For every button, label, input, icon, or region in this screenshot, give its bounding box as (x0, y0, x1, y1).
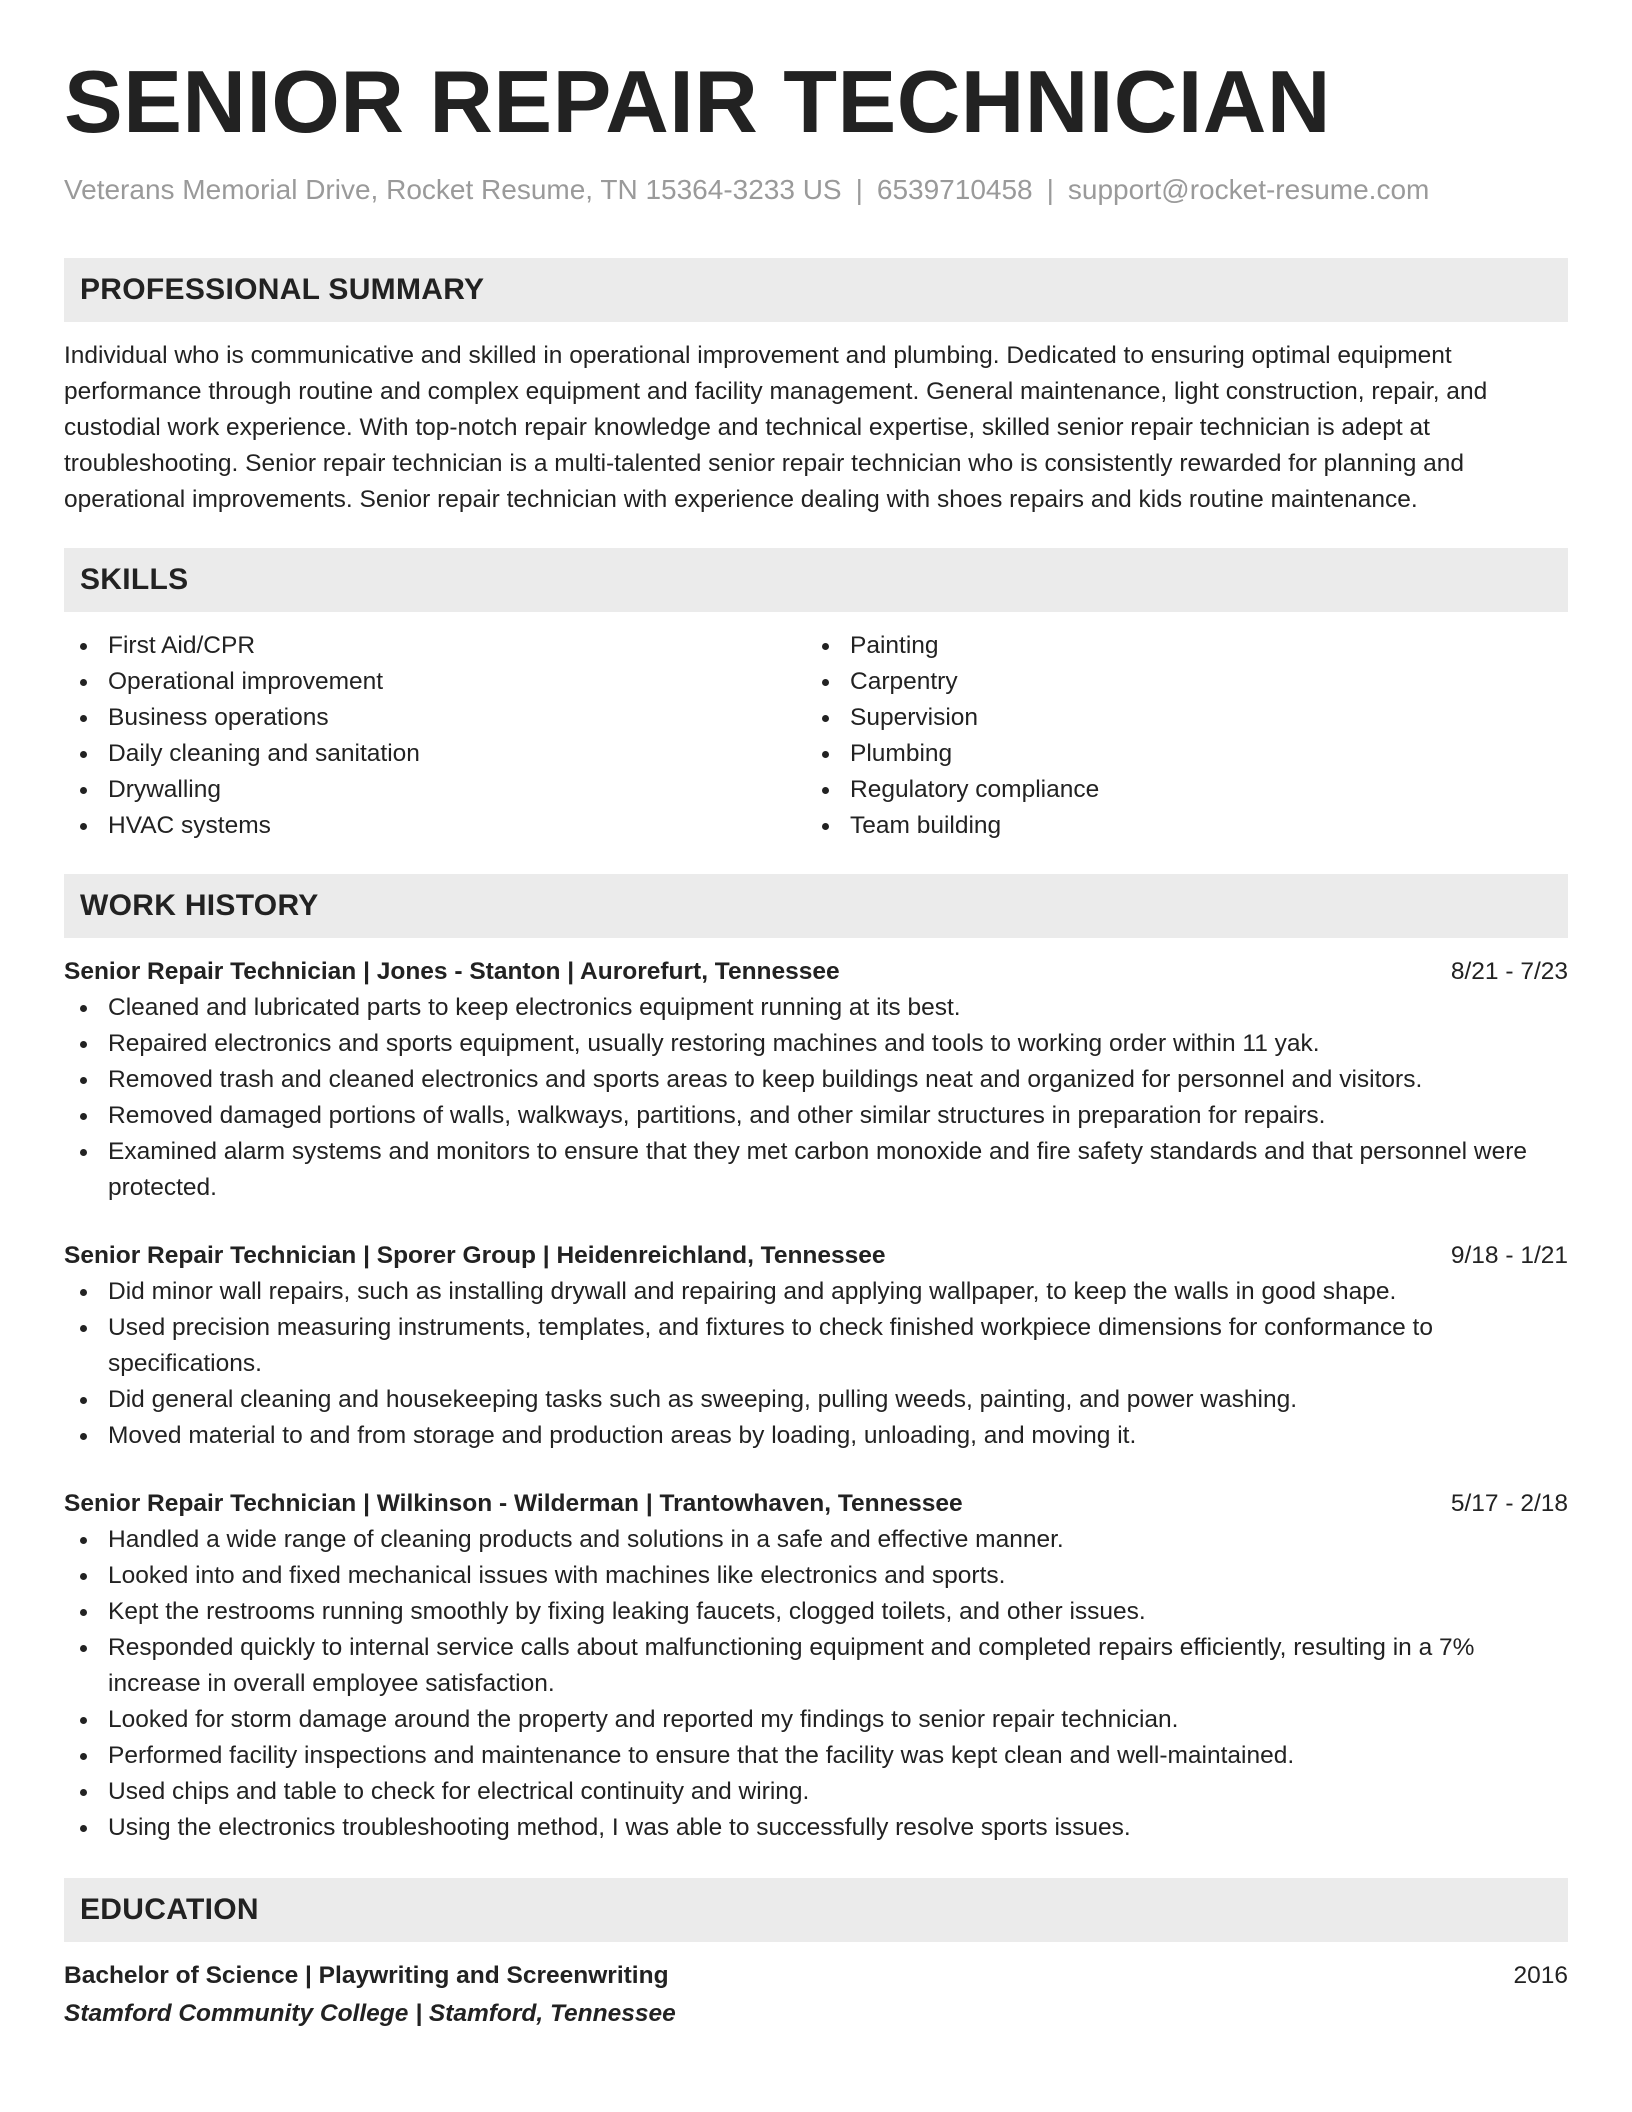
job-bullet: Removed damaged portions of walls, walkways, partitions, and other similar structures in preparation for repairs. (64, 1098, 1568, 1134)
job-bullet: Responded quickly to internal service calls about malfunctioning equipment and completed repairs efficiently, resulting in a 7% increase in overall employee satisfaction. (64, 1630, 1568, 1702)
job-bullet: Using the electronics troubleshooting method, I was able to successfully resolve sports issues. (64, 1810, 1568, 1846)
job-bullet: Used precision measuring instruments, templates, and fixtures to check finished workpiece dimensions for conformance to specifications. (64, 1310, 1568, 1382)
skill-item: Business operations (64, 700, 806, 736)
contact-email: support@rocket-resume.com (1067, 174, 1430, 205)
job-dates: 9/18 - 1/21 (1450, 1242, 1568, 1269)
candidate-name: SENIOR REPAIR TECHNICIAN (64, 52, 1331, 151)
education-header (64, 1958, 1568, 1994)
skill-item: HVAC systems (64, 808, 806, 844)
job-bullets (64, 1274, 1568, 1454)
skill-item: Team building (806, 808, 1566, 844)
skill-item: Regulatory compliance (806, 772, 1566, 808)
job-bullet: Did general cleaning and housekeeping tasks such as sweeping, pulling weeds, painting, and power washing. (64, 1382, 1568, 1418)
section-header-work-history: WORK HISTORY (64, 874, 1568, 938)
job-entry (64, 1238, 1568, 1454)
skill-item: First Aid/CPR (64, 628, 806, 664)
job-bullet: Repaired electronics and sports equipment, usually restoring machines and tools to working order within 11 yak. (64, 1026, 1568, 1062)
job-bullet: Performed facility inspections and maintenance to ensure that the facility was kept clean and well-maintained. (64, 1738, 1568, 1774)
education-school: Stamford Community College | Stamford, Tennessee (64, 2000, 676, 2027)
job-bullet: Examined alarm systems and monitors to ensure that they met carbon monoxide and fire safety standards and that personnel were protected. (64, 1134, 1568, 1206)
section-header-summary: PROFESSIONAL SUMMARY (64, 258, 1568, 322)
skills-list (64, 628, 1568, 844)
skill-item: Carpentry (806, 664, 1566, 700)
skills-column-left (64, 628, 806, 844)
job-bullet: Looked into and fixed mechanical issues with machines like electronics and sports. (64, 1558, 1568, 1594)
job-header (64, 954, 1568, 990)
job-bullet: Removed trash and cleaned electronics and sports areas to keep buildings neat and organized for personnel and visitors. (64, 1062, 1568, 1098)
education-degree: Bachelor of Science | Playwriting and Screenwriting (64, 1962, 669, 1989)
job-bullets (64, 990, 1568, 1206)
job-entry (64, 1486, 1568, 1846)
skill-item: Drywalling (64, 772, 806, 808)
contact-separator: | (1046, 174, 1054, 205)
job-bullet: Moved material to and from storage and production areas by loading, unloading, and moving it. (64, 1418, 1568, 1454)
job-dates: 8/21 - 7/23 (1450, 958, 1568, 985)
job-header (64, 1486, 1568, 1522)
job-title: Senior Repair Technician | Jones - Stanton | Aurorefurt, Tennessee (64, 958, 840, 985)
contact-separator: | (855, 174, 863, 205)
job-title: Senior Repair Technician | Sporer Group | Heidenreichland, Tennessee (64, 1242, 886, 1269)
job-header (64, 1238, 1568, 1274)
section-header-education: EDUCATION (64, 1878, 1568, 1942)
education-year: 2016 (1513, 1962, 1568, 1989)
job-bullet: Kept the restrooms running smoothly by fixing leaking faucets, clogged toilets, and other issues. (64, 1594, 1568, 1630)
skills-column-right (806, 628, 1566, 844)
job-title: Senior Repair Technician | Wilkinson - Wilderman | Trantowhaven, Tennessee (64, 1490, 963, 1517)
job-bullet: Handled a wide range of cleaning products and solutions in a safe and effective manner. (64, 1522, 1568, 1558)
job-entry (64, 954, 1568, 1206)
skill-item: Operational improvement (64, 664, 806, 700)
contact-line (64, 172, 1568, 208)
skill-item: Daily cleaning and sanitation (64, 736, 806, 772)
summary-text: Individual who is communicative and skilled in operational improvement and plumbing. Dedicated to ensuring optimal equipment performance through routine and complex equipment and facility management. General maintenance, light construction, repair, and custodial work experience. With top-notch repair knowledge and technical expertise, skilled senior repair technician is adept at troubleshooting. Senior repair technician is a multi-talented senior repair technician who is consistently rewarded for planning and operational improvements. Senior repair technician with experience dealing with shoes repairs and kids routine maintenance. (64, 342, 1488, 513)
section-header-skills: SKILLS (64, 548, 1568, 612)
contact-address: Veterans Memorial Drive, Rocket Resume, TN 15364-3233 US (64, 174, 842, 205)
skill-item: Painting (806, 628, 1566, 664)
job-bullet: Used chips and table to check for electrical continuity and wiring. (64, 1774, 1568, 1810)
skill-item: Plumbing (806, 736, 1566, 772)
job-bullets (64, 1522, 1568, 1846)
job-bullet: Looked for storm damage around the property and reported my findings to senior repair technician. (64, 1702, 1568, 1738)
job-bullet: Cleaned and lubricated parts to keep electronics equipment running at its best. (64, 990, 1568, 1026)
job-bullet: Did minor wall repairs, such as installing drywall and repairing and applying wallpaper, to keep the walls in good shape. (64, 1274, 1568, 1310)
job-dates: 5/17 - 2/18 (1450, 1490, 1568, 1517)
contact-phone: 6539710458 (876, 174, 1033, 205)
skill-item: Supervision (806, 700, 1566, 736)
